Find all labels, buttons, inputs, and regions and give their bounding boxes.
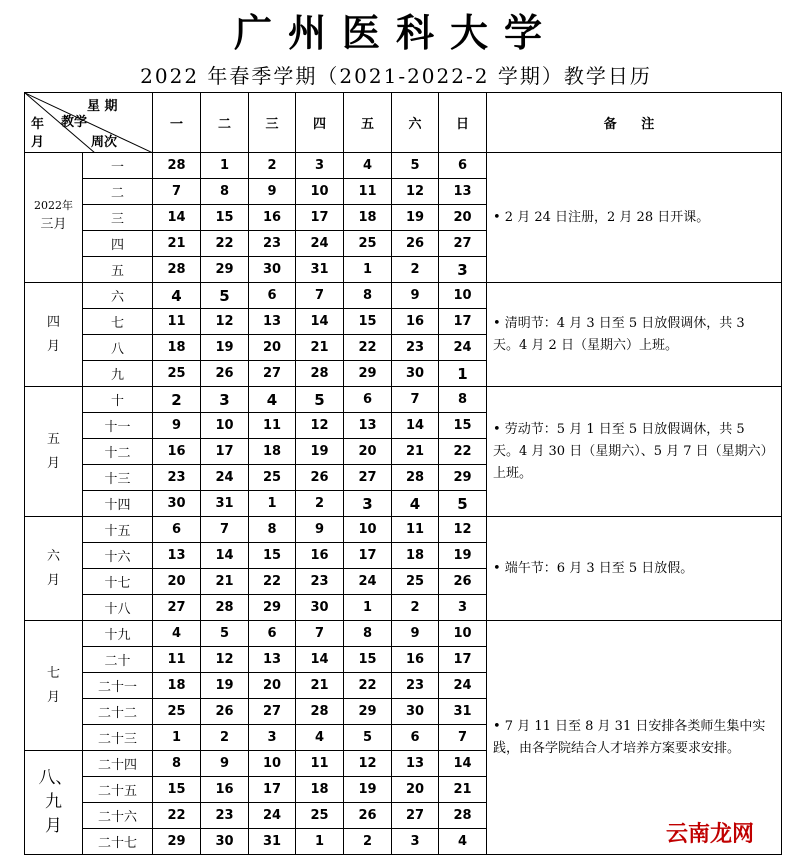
week-number-cell: 二十四 [83, 751, 153, 777]
date-cell: 24 [439, 673, 487, 699]
week-number-cell: 六 [83, 283, 153, 309]
date-cell: 24 [344, 569, 392, 595]
teaching-calendar-table [24, 92, 782, 855]
date-cell: 23 [249, 231, 296, 257]
week-number-cell: 二十七 [83, 829, 153, 855]
date-cell: 15 [249, 543, 296, 569]
date-cell: 23 [153, 465, 201, 491]
date-cell: 9 [201, 751, 249, 777]
date-cell: 1 [344, 257, 392, 283]
date-cell: 27 [392, 803, 439, 829]
date-cell: 17 [439, 309, 487, 335]
week-number-cell: 二十五 [83, 777, 153, 803]
date-cell: 3 [249, 725, 296, 751]
date-cell: 28 [153, 153, 201, 179]
date-cell: 4 [392, 491, 439, 517]
calendar-subtitle: 2022 年春季学期（2021-2022-2 学期）教学日历 [140, 64, 652, 88]
date-cell: 12 [344, 751, 392, 777]
date-cell: 31 [201, 491, 249, 517]
date-cell: 10 [296, 179, 344, 205]
date-cell: 16 [201, 777, 249, 803]
date-cell: 17 [439, 647, 487, 673]
date-cell: 12 [392, 179, 439, 205]
date-cell: 25 [392, 569, 439, 595]
date-cell: 31 [249, 829, 296, 855]
date-cell: 25 [296, 803, 344, 829]
date-cell: 10 [344, 517, 392, 543]
week-number-cell: 一 [83, 153, 153, 179]
date-cell: 29 [249, 595, 296, 621]
date-cell: 7 [439, 725, 487, 751]
date-cell: 18 [344, 205, 392, 231]
week-row [25, 283, 782, 309]
date-cell: 9 [392, 283, 439, 309]
date-cell: 20 [153, 569, 201, 595]
date-cell: 29 [439, 465, 487, 491]
date-cell: 12 [439, 517, 487, 543]
date-cell: 5 [201, 283, 249, 309]
date-cell: 3 [344, 491, 392, 517]
date-cell: 13 [344, 413, 392, 439]
date-cell: 8 [153, 751, 201, 777]
date-cell: 11 [296, 751, 344, 777]
date-cell: 22 [344, 335, 392, 361]
date-cell: 26 [439, 569, 487, 595]
date-cell: 2 [153, 387, 201, 413]
date-cell: 2 [392, 595, 439, 621]
week-row [25, 153, 782, 179]
month-label-cell [25, 387, 83, 517]
date-cell: 26 [201, 699, 249, 725]
date-cell: 22 [439, 439, 487, 465]
date-cell: 21 [201, 569, 249, 595]
week-number-cell: 十一 [83, 413, 153, 439]
date-cell: 27 [153, 595, 201, 621]
week-number-cell: 二十三 [83, 725, 153, 751]
date-cell: 28 [296, 361, 344, 387]
date-cell: 15 [344, 647, 392, 673]
date-cell: 2 [344, 829, 392, 855]
date-cell: 16 [392, 647, 439, 673]
date-cell: 21 [296, 673, 344, 699]
date-cell: 13 [392, 751, 439, 777]
date-cell: 20 [249, 673, 296, 699]
date-cell: 6 [344, 387, 392, 413]
date-cell: 20 [344, 439, 392, 465]
date-cell: 7 [153, 179, 201, 205]
weekday-header-wed: 三 [249, 93, 296, 153]
date-cell: 24 [201, 465, 249, 491]
date-cell: 7 [201, 517, 249, 543]
header-row [25, 93, 782, 153]
date-cell: 10 [439, 621, 487, 647]
week-number-cell: 二十二 [83, 699, 153, 725]
week-number-cell: 十六 [83, 543, 153, 569]
date-cell: 4 [296, 725, 344, 751]
weekday-header-thu: 四 [296, 93, 344, 153]
date-cell: 12 [201, 647, 249, 673]
date-cell: 18 [153, 673, 201, 699]
date-cell: 22 [201, 231, 249, 257]
date-cell: 2 [296, 491, 344, 517]
date-cell: 27 [249, 361, 296, 387]
date-cell: 27 [249, 699, 296, 725]
week-number-cell: 十二 [83, 439, 153, 465]
weekday-header-mon: 一 [153, 93, 201, 153]
date-cell: 20 [439, 205, 487, 231]
date-cell: 2 [201, 725, 249, 751]
date-cell: 26 [201, 361, 249, 387]
remark-cell: • 端午节：6 月 3 日至 5 日放假。 [487, 517, 782, 621]
date-cell: 6 [249, 621, 296, 647]
date-cell: 11 [249, 413, 296, 439]
page-title: 广州医科大学 [233, 11, 558, 55]
date-cell: 27 [344, 465, 392, 491]
date-cell: 1 [296, 829, 344, 855]
date-cell: 30 [392, 699, 439, 725]
week-number-cell: 七 [83, 309, 153, 335]
date-cell: 13 [249, 309, 296, 335]
date-cell: 13 [439, 179, 487, 205]
date-cell: 9 [296, 517, 344, 543]
date-cell: 17 [296, 205, 344, 231]
remarks-header: 备 注 [487, 93, 782, 153]
header-week-number-label: 周次 [91, 135, 118, 150]
date-cell: 15 [153, 777, 201, 803]
date-cell: 24 [296, 231, 344, 257]
diagonal-header-cell [25, 93, 153, 153]
week-number-cell: 十三 [83, 465, 153, 491]
date-cell: 17 [249, 777, 296, 803]
date-cell: 1 [439, 361, 487, 387]
date-cell: 20 [392, 777, 439, 803]
date-cell: 21 [392, 439, 439, 465]
date-cell: 16 [392, 309, 439, 335]
date-cell: 9 [392, 621, 439, 647]
week-number-cell: 二十六 [83, 803, 153, 829]
date-cell: 22 [249, 569, 296, 595]
date-cell: 23 [392, 673, 439, 699]
date-cell: 24 [249, 803, 296, 829]
month-label: 八、九月 [38, 767, 73, 836]
date-cell: 8 [249, 517, 296, 543]
date-cell: 11 [344, 179, 392, 205]
date-cell: 15 [439, 413, 487, 439]
header-year-label: 年 [31, 117, 45, 132]
date-cell: 26 [392, 231, 439, 257]
date-cell: 1 [344, 595, 392, 621]
date-cell: 5 [439, 491, 487, 517]
weekday-header-sun: 日 [439, 93, 487, 153]
date-cell: 28 [296, 699, 344, 725]
date-cell: 19 [344, 777, 392, 803]
date-cell: 14 [296, 309, 344, 335]
date-cell: 18 [392, 543, 439, 569]
date-cell: 25 [153, 699, 201, 725]
month-label: 六月 [46, 548, 60, 588]
date-cell: 2 [249, 153, 296, 179]
date-cell: 5 [344, 725, 392, 751]
week-number-cell: 十五 [83, 517, 153, 543]
date-cell: 19 [296, 439, 344, 465]
date-cell: 7 [296, 283, 344, 309]
month-label: 五月 [46, 431, 60, 471]
date-cell: 18 [249, 439, 296, 465]
date-cell: 19 [439, 543, 487, 569]
date-cell: 6 [392, 725, 439, 751]
date-cell: 9 [153, 413, 201, 439]
date-cell: 16 [249, 205, 296, 231]
week-number-cell: 十四 [83, 491, 153, 517]
date-cell: 5 [296, 387, 344, 413]
weekday-header-sat: 六 [392, 93, 439, 153]
date-cell: 19 [201, 673, 249, 699]
date-cell: 22 [153, 803, 201, 829]
date-cell: 31 [296, 257, 344, 283]
date-cell: 7 [296, 621, 344, 647]
date-cell: 10 [201, 413, 249, 439]
date-cell: 5 [201, 621, 249, 647]
date-cell: 1 [249, 491, 296, 517]
date-cell: 29 [153, 829, 201, 855]
week-number-cell: 十九 [83, 621, 153, 647]
date-cell: 8 [439, 387, 487, 413]
week-number-cell: 二十 [83, 647, 153, 673]
date-cell: 29 [344, 699, 392, 725]
week-number-cell: 九 [83, 361, 153, 387]
date-cell: 25 [249, 465, 296, 491]
year-label: 2022年 [34, 198, 73, 212]
date-cell: 28 [201, 595, 249, 621]
week-number-cell: 十七 [83, 569, 153, 595]
date-cell: 11 [392, 517, 439, 543]
date-cell: 21 [153, 231, 201, 257]
date-cell: 6 [439, 153, 487, 179]
week-number-cell: 五 [83, 257, 153, 283]
week-number-cell: 十八 [83, 595, 153, 621]
date-cell: 2 [392, 257, 439, 283]
date-cell: 25 [344, 231, 392, 257]
date-cell: 7 [392, 387, 439, 413]
month-label-cell [25, 751, 83, 855]
date-cell: 14 [201, 543, 249, 569]
date-cell: 23 [392, 335, 439, 361]
date-cell: 29 [201, 257, 249, 283]
date-cell: 6 [249, 283, 296, 309]
month-label-cell [25, 153, 83, 283]
date-cell: 28 [439, 803, 487, 829]
date-cell: 13 [153, 543, 201, 569]
date-cell: 24 [439, 335, 487, 361]
week-row [25, 517, 782, 543]
date-cell: 28 [392, 465, 439, 491]
weekday-header-fri: 五 [344, 93, 392, 153]
date-cell: 3 [201, 387, 249, 413]
date-cell: 17 [344, 543, 392, 569]
date-cell: 1 [201, 153, 249, 179]
date-cell: 15 [344, 309, 392, 335]
week-number-cell: 四 [83, 231, 153, 257]
date-cell: 31 [439, 699, 487, 725]
date-cell: 8 [344, 283, 392, 309]
remark-cell: • 2 月 24 日注册，2 月 28 日开课。 [487, 153, 782, 283]
date-cell: 25 [153, 361, 201, 387]
month-label-cell [25, 621, 83, 751]
watermark-logo: 云南龙网 [665, 822, 754, 847]
date-cell: 15 [201, 205, 249, 231]
date-cell: 18 [153, 335, 201, 361]
date-cell: 30 [201, 829, 249, 855]
header-weekday-label: 星 期 [87, 99, 118, 114]
week-row [25, 621, 782, 647]
date-cell: 30 [153, 491, 201, 517]
date-cell: 30 [296, 595, 344, 621]
week-number-cell: 二 [83, 179, 153, 205]
date-cell: 13 [249, 647, 296, 673]
date-cell: 4 [249, 387, 296, 413]
date-cell: 18 [296, 777, 344, 803]
date-cell: 22 [344, 673, 392, 699]
date-cell: 11 [153, 647, 201, 673]
remark-cell: • 清明节：4 月 3 日至 5 日放假调休，共 3 天。4 月 2 日（星期六）上班。 [487, 283, 782, 387]
date-cell: 23 [201, 803, 249, 829]
remark-cell: • 7 月 11 日至 8 月 31 日安排各类师生集中实践，由各学院结合人才培养方案要求安排。 [487, 621, 782, 855]
date-cell: 5 [392, 153, 439, 179]
month-label: 四月 [46, 314, 60, 354]
date-cell: 14 [296, 647, 344, 673]
date-cell: 14 [392, 413, 439, 439]
weekday-header-tue: 二 [201, 93, 249, 153]
date-cell: 4 [153, 621, 201, 647]
date-cell: 30 [249, 257, 296, 283]
header-month-label: 月 [31, 135, 45, 150]
date-cell: 26 [296, 465, 344, 491]
date-cell: 17 [201, 439, 249, 465]
date-cell: 10 [249, 751, 296, 777]
date-cell: 1 [153, 725, 201, 751]
date-cell: 3 [392, 829, 439, 855]
date-cell: 16 [153, 439, 201, 465]
date-cell: 28 [153, 257, 201, 283]
date-cell: 10 [439, 283, 487, 309]
date-cell: 23 [296, 569, 344, 595]
date-cell: 4 [344, 153, 392, 179]
date-cell: 4 [439, 829, 487, 855]
date-cell: 12 [296, 413, 344, 439]
date-cell: 16 [296, 543, 344, 569]
week-number-cell: 十 [83, 387, 153, 413]
week-number-cell: 八 [83, 335, 153, 361]
date-cell: 19 [201, 335, 249, 361]
date-cell: 6 [153, 517, 201, 543]
month-label: 七月 [46, 665, 60, 705]
week-row [25, 387, 782, 413]
date-cell: 14 [153, 205, 201, 231]
date-cell: 8 [344, 621, 392, 647]
date-cell: 29 [344, 361, 392, 387]
date-cell: 21 [439, 777, 487, 803]
date-cell: 26 [344, 803, 392, 829]
date-cell: 9 [249, 179, 296, 205]
remark-cell: • 劳动节：5 月 1 日至 5 日放假调休，共 5 天。4 月 30 日（星期六）、5 月 7 日（星期六）上班。 [487, 387, 782, 517]
date-cell: 8 [201, 179, 249, 205]
month-label: 三月 [40, 216, 67, 232]
date-cell: 11 [153, 309, 201, 335]
date-cell: 20 [249, 335, 296, 361]
date-cell: 19 [392, 205, 439, 231]
date-cell: 3 [296, 153, 344, 179]
header-teaching-label: 教学 [61, 115, 88, 130]
date-cell: 27 [439, 231, 487, 257]
month-label-cell [25, 283, 83, 387]
month-label-cell [25, 517, 83, 621]
date-cell: 21 [296, 335, 344, 361]
date-cell: 3 [439, 257, 487, 283]
date-cell: 3 [439, 595, 487, 621]
week-number-cell: 二十一 [83, 673, 153, 699]
date-cell: 4 [153, 283, 201, 309]
date-cell: 14 [439, 751, 487, 777]
date-cell: 12 [201, 309, 249, 335]
week-number-cell: 三 [83, 205, 153, 231]
date-cell: 30 [392, 361, 439, 387]
